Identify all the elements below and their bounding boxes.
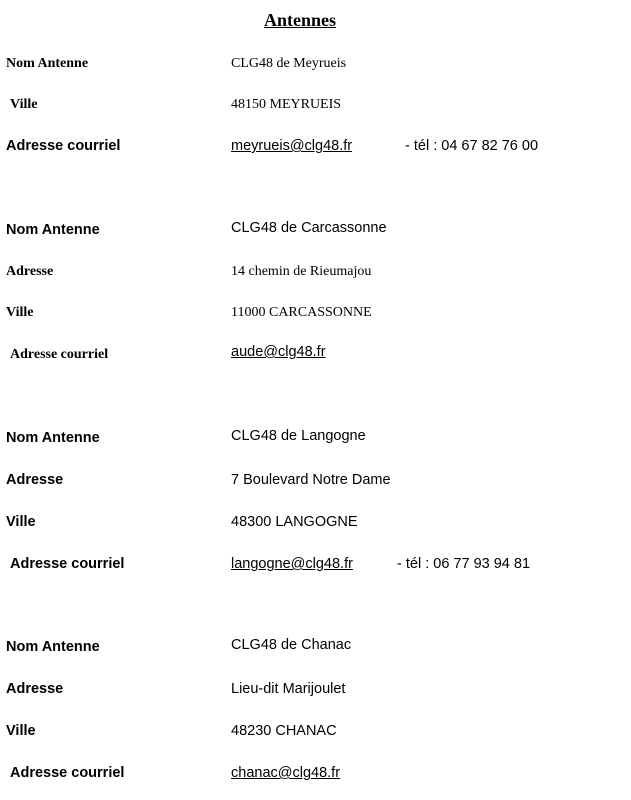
value-nom-antenne: CLG48 de Chanac <box>231 637 352 653</box>
value-adresse: 14 chemin de Rieumajou <box>231 264 372 279</box>
phone-number: - tél : 06 77 93 94 81 <box>397 556 531 572</box>
value-adresse: Lieu-dit Marijoulet <box>231 681 346 697</box>
label-adresse-courriel: Adresse courriel <box>10 556 125 572</box>
email-link[interactable]: chanac@clg48.fr <box>231 765 341 781</box>
label-adresse-courriel: Adresse courriel <box>10 765 125 781</box>
label-nom-antenne: Nom Antenne <box>6 639 100 655</box>
label-ville: Ville <box>10 97 38 112</box>
label-adresse: Adresse <box>6 264 54 279</box>
label-ville: Ville <box>6 305 34 320</box>
label-ville: Ville <box>6 514 36 530</box>
value-ville: 48150 MEYRUEIS <box>231 97 342 112</box>
phone-number: - tél : 04 67 82 76 00 <box>405 138 539 154</box>
value-ville: 48230 CHANAC <box>231 723 337 739</box>
label-adresse-courriel: Adresse courriel <box>6 138 121 154</box>
label-nom-antenne: Nom Antenne <box>6 430 100 446</box>
email-link[interactable]: meyrueis@clg48.fr <box>231 138 353 154</box>
page-title: Antennes <box>263 10 336 30</box>
value-nom-antenne: CLG48 de Carcassonne <box>231 220 387 236</box>
label-adresse: Adresse <box>6 681 64 697</box>
email-link[interactable]: aude@clg48.fr <box>231 344 326 360</box>
label-nom-antenne: Nom Antenne <box>6 222 100 238</box>
email-link[interactable]: langogne@clg48.fr <box>231 556 353 572</box>
value-nom-antenne: CLG48 de Langogne <box>231 428 366 444</box>
label-nom-antenne: Nom Antenne <box>6 56 89 71</box>
value-nom-antenne: CLG48 de Meyrueis <box>231 56 347 71</box>
label-ville: Ville <box>6 723 36 739</box>
value-adresse: 7 Boulevard Notre Dame <box>231 472 391 488</box>
value-ville: 48300 LANGOGNE <box>231 514 358 530</box>
value-ville: 11000 CARCASSONNE <box>231 305 372 320</box>
label-adresse: Adresse <box>6 472 64 488</box>
label-adresse-courriel: Adresse courriel <box>10 347 109 362</box>
